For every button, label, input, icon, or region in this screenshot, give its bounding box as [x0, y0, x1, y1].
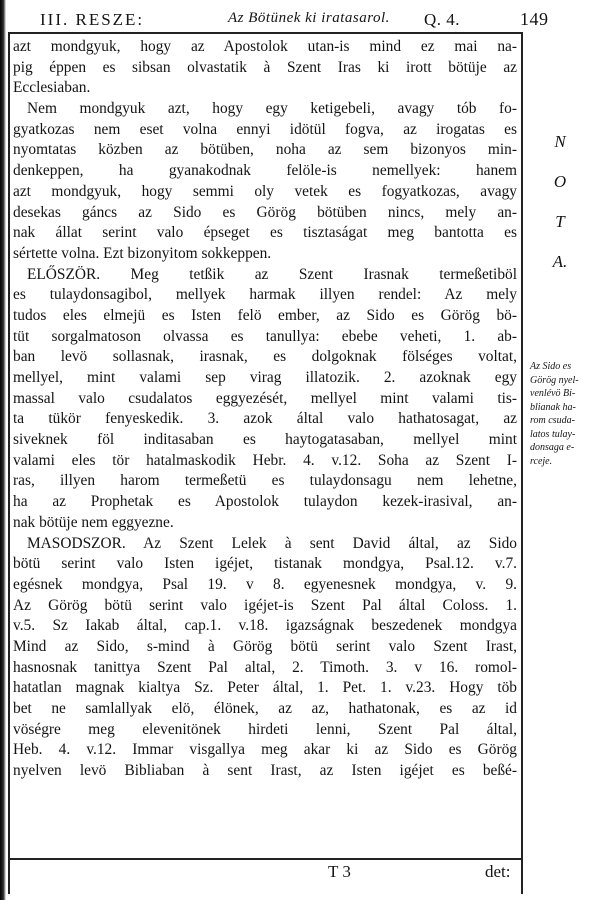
text-line: ta tükör fenyeskedik. 3. azok által valo hathatosagat, az [13, 410, 517, 428]
text-line: desekas gáncs az Sido es Görög bötüben nincs, mely an- [13, 203, 517, 221]
margin-note-line: venlévö Bi- [530, 388, 576, 399]
catchword: det: [485, 862, 511, 881]
text-line: hatatlan magnak kialtya Sz. Peter által, 1. Pet. 1. v.23. Hogy töb [13, 679, 517, 697]
text-line: nak bötüje nem eggyezne. [13, 513, 174, 531]
margin-note-line: latos tulay- [530, 428, 576, 440]
text-line: siveknek föl inditasaban es haytogatasaban, mellyel mint [13, 431, 517, 449]
margin-note-line: rceje. [530, 455, 553, 467]
text-line: Az Görög bötü serint valo igéjet-is Szent Pal által Coloss. 1. [13, 596, 517, 614]
margin-note-line: rom csuda- [530, 415, 575, 426]
text-line: egésnek mondgya, Psal 19. v 8. egyenesnek mondgya, v. 9. [13, 575, 517, 593]
chapter-heading: III. RESZE: [40, 10, 145, 29]
nota-letter: T [555, 212, 565, 231]
text-line: v.5. Sz Iakab által, cap.1. v.18. igazságnak beszedenek mondgya [13, 617, 517, 635]
frame-rule-left [8, 32, 10, 894]
text-line: bötü serint valo Isten igéjet, tistanak mondgya, Psal.12. v.7. [13, 555, 517, 573]
text-line: vöségre meg elevenitönek hirdeti lenni, Szent Pal által, [13, 720, 517, 738]
margin-note [530, 360, 606, 468]
text-line: azt mondgyuk, hogy az Apostolok utan-is mind ez mai na- [13, 38, 517, 55]
text-line: MASODSZOR. Az Szent Lelek à sent David által, az Sido [27, 534, 517, 552]
margin-nota [545, 122, 575, 282]
text-line: massal valo csudalatos eggyezését, mellyel mint valami tis- [13, 389, 517, 407]
text-line: hasnosnak tanittya Szent Pal altal, 2. Timoth. 3. v 16. romol- [13, 658, 517, 676]
page-footer [10, 862, 610, 892]
margin-note-line: Az Sido es [530, 361, 572, 372]
nota-letter: A. [552, 252, 568, 271]
frame-rule-top [8, 32, 523, 34]
text-line: gyatkozas nem eset volna ennyi idötül fogva, az irogatas es [13, 120, 517, 138]
text-line: tudos eles elmejü es Isten felö ember, az Sido es Görög bö- [13, 306, 517, 324]
text-line: bet ne samlallyak elö, élönek, az az, hathatonak, es az id [13, 700, 517, 717]
text-line: Nem mondgyuk azt, hogy egy ketigebeli, avagy tób fo- [27, 100, 517, 118]
running-title: Az Bötünek ki iratasarol. [228, 10, 390, 26]
page-number: 149 [520, 9, 549, 29]
section-number: Q. 4. [424, 10, 461, 29]
text-line: Ecclesiaban. [13, 79, 91, 97]
text-line: mellyel, mint valami sep virag illatozik. 2. azoknak egy [13, 369, 517, 386]
page-gutter-shadow [0, 0, 6, 900]
frame-rule-bottom [8, 858, 523, 860]
nota-letter: N [554, 132, 566, 151]
text-line: nyelven levö Bibliaban à sent Irast, az Isten igéjet es beßé- [13, 762, 517, 780]
text-line: ras, illyen harom termeßetü es tulaydonsagu nem lehetne, [13, 472, 517, 490]
running-head [40, 8, 552, 32]
text-line: denkeppen, ha gyanakodnak felöle-is nemellyek: hanem [13, 162, 517, 180]
text-line: ELŐSZÖR. Meg tetßik az Szent Irasnak termeßetiböl [27, 265, 517, 283]
signature-mark: T 3 [328, 862, 351, 881]
text-line: pig éppen es sibsan olvastatik à Szent Iras ki irott bötüje az [13, 58, 517, 76]
margin-note-line: blianak ha- [530, 401, 576, 413]
text-line: sértette volna. Ezt bizonyitom sokkeppen. [13, 244, 272, 262]
text-line: nak állat serint valo épseget es tisztaságat meg bantotta es [13, 224, 517, 242]
nota-letter: O [553, 172, 567, 191]
text-line: tüt sorgalmatoson olvassa es tanullya: ebebe veheti, 1. ab- [13, 327, 517, 345]
frame-rule-right [521, 32, 523, 894]
text-line: es tulaydonsagibol, mellyek harmak illyen rendel: Az mely [13, 286, 517, 304]
text-line: nyomtatas közben az bötüben, noha az sem bizonyos min- [13, 141, 517, 159]
text-line: Heb. 4. v.12. Immar visgallya meg akar ki az Sido es Görög [13, 741, 517, 759]
text-line: ha az Prophetak es Apostolok tulaydon kezek-irasival, an- [13, 493, 517, 511]
text-line: valami eles tör hatalmaskodik Hebr. 4. v.12. Soha az Szent I- [13, 451, 517, 469]
main-text [13, 37, 517, 782]
margin-note-line: donsaga e- [530, 442, 575, 453]
text-line: azt mondgyuk, hogy semmi oly vetek es fogyatkozas, avagy [13, 182, 517, 200]
text-line: Mind az Sido, s-mind à Görög bötü serint valo Szent Irast, [13, 637, 517, 655]
margin-note-line: Görög nyel- [530, 374, 579, 386]
text-line: ban levö sollasnak, irasnak, es dolgoknak fölséges voltat, [13, 348, 517, 366]
